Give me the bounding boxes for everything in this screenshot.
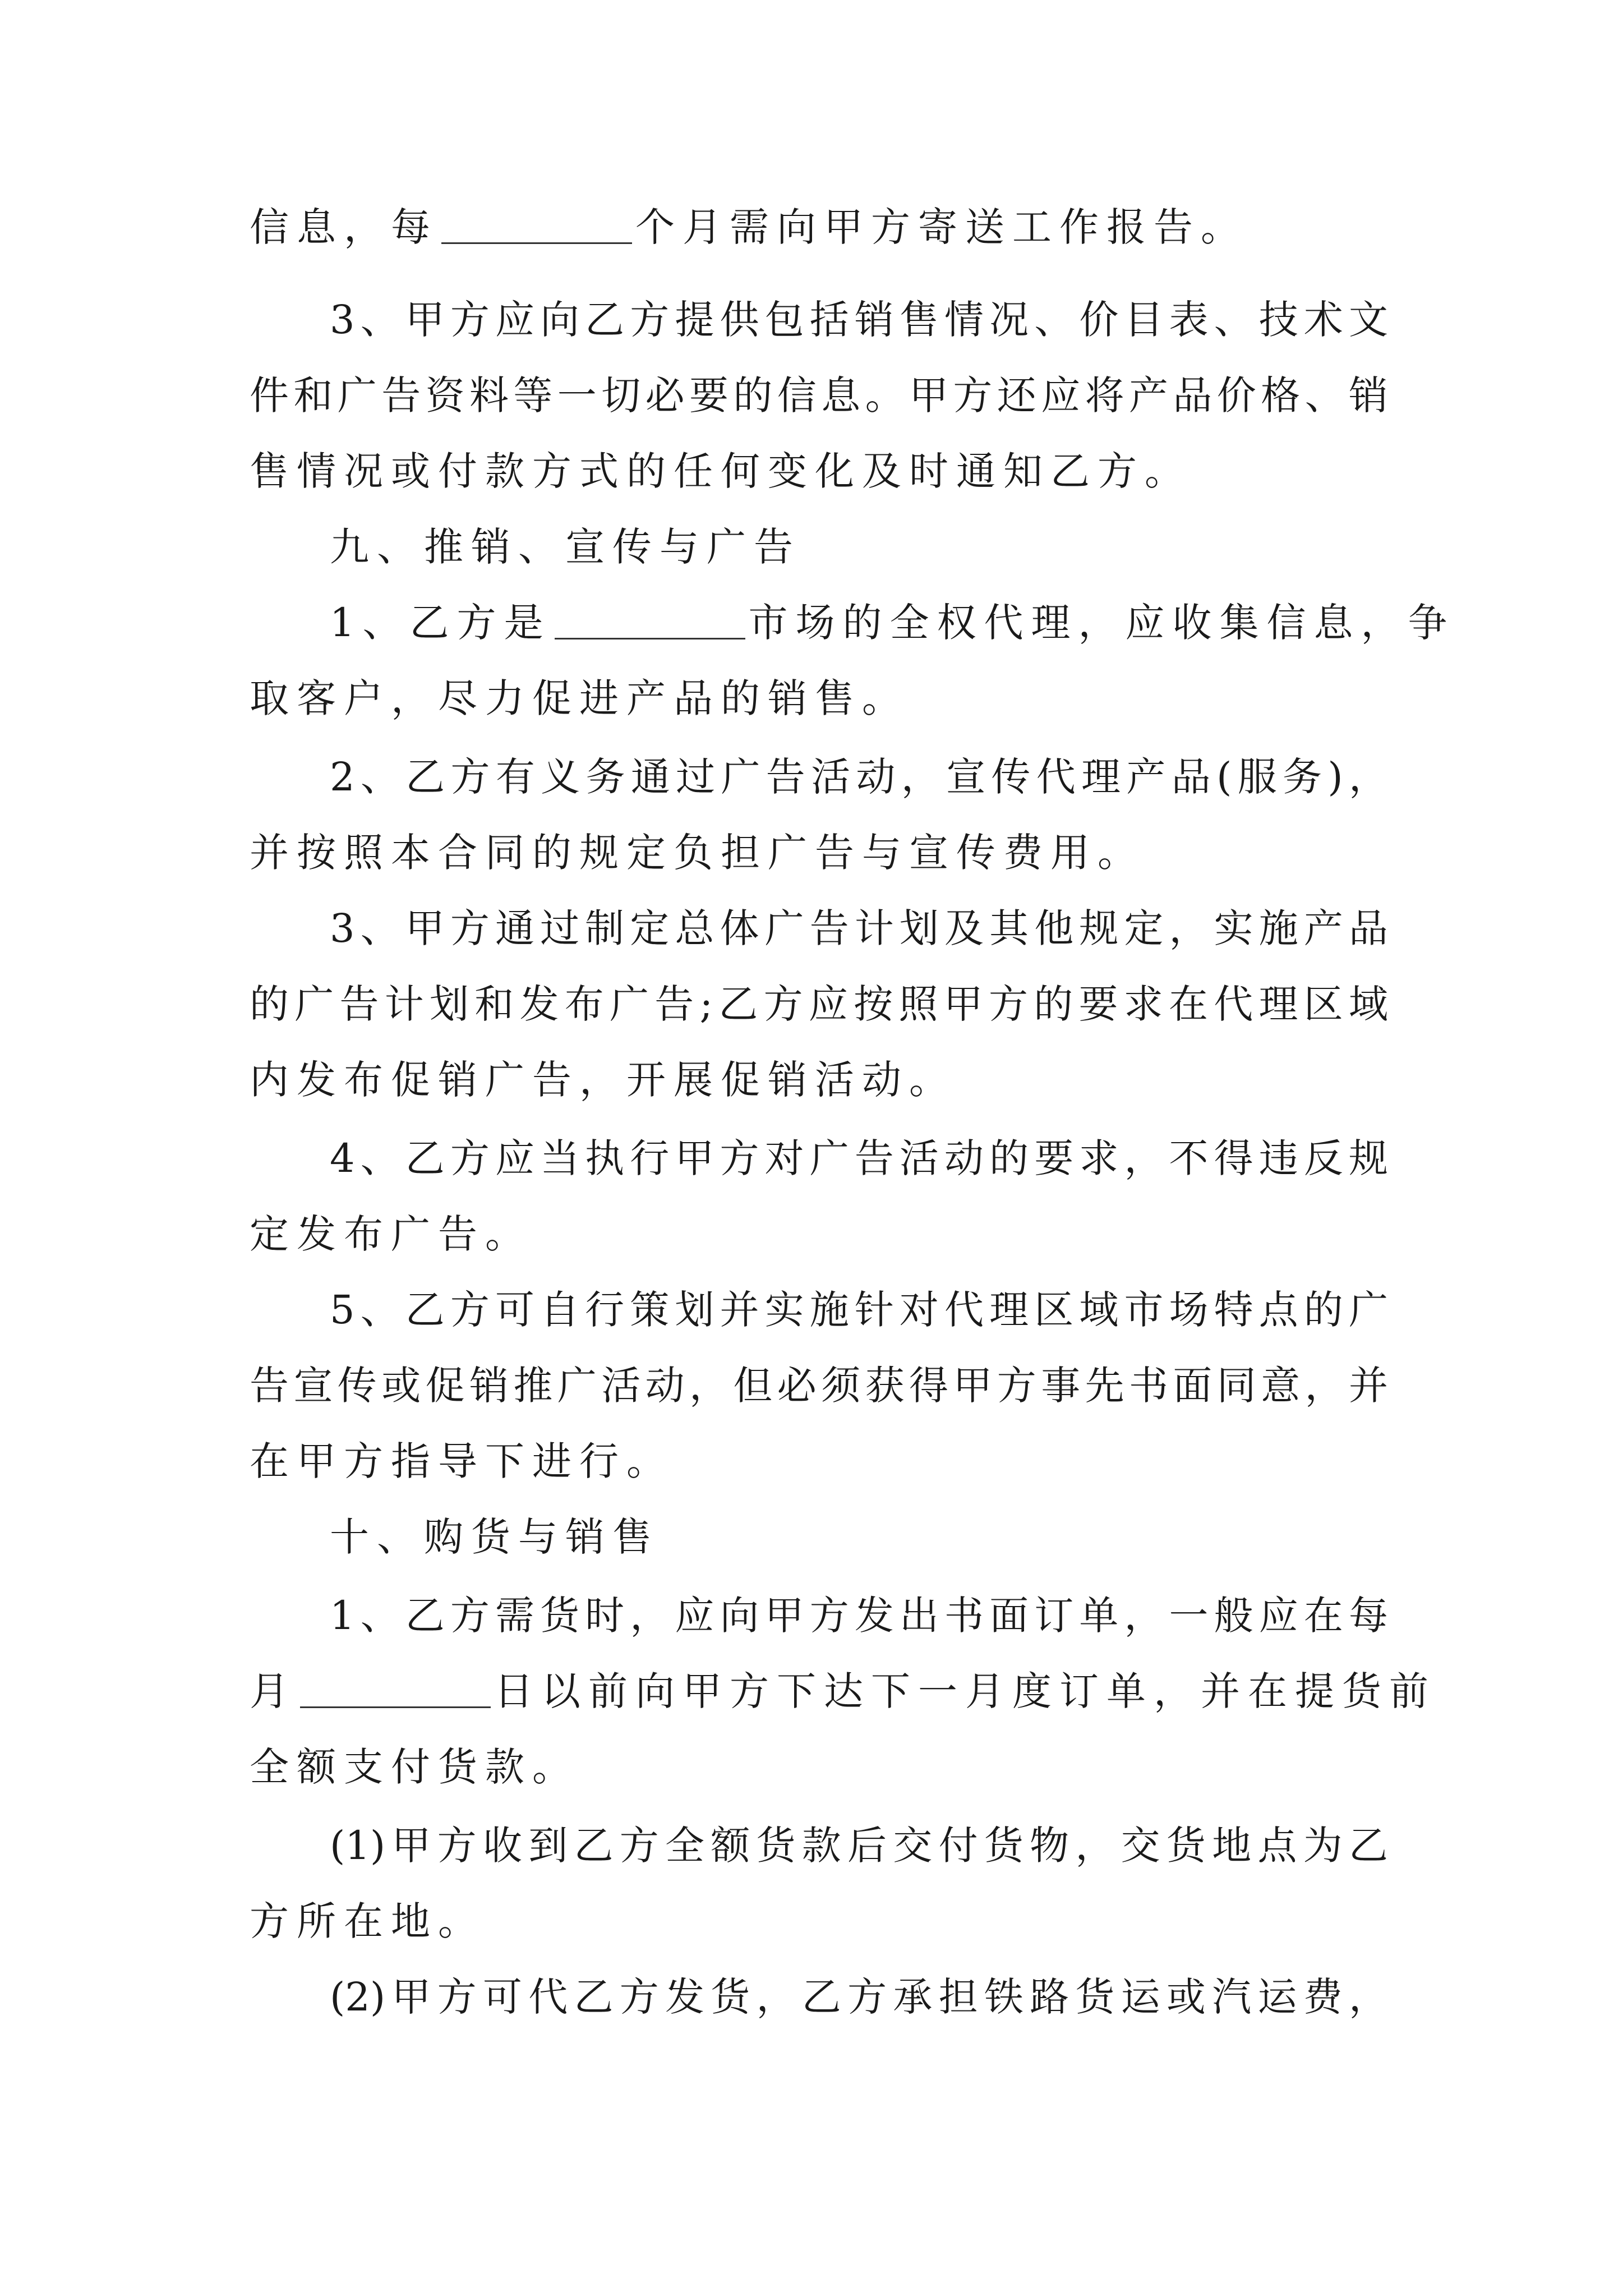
paragraph-start	[330, 1969, 1388, 2025]
text-line	[250, 443, 1388, 499]
text-segment: (1)甲方收到乙方全额货款后交付货物，交货地点为乙	[330, 1823, 1388, 1869]
heading-text: 九、推销、宣传与广告	[330, 524, 801, 570]
text-segment: (2)甲方可代乙方发货，乙方承担铁路货运或汽运费，	[330, 1974, 1388, 2020]
text-segment: 信息，每	[250, 204, 438, 250]
text-segment: 1、乙方需货时，应向甲方发出书面订单，一般应在每	[330, 1593, 1388, 1639]
paragraph-start	[330, 1588, 1388, 1644]
text-line	[250, 825, 1388, 881]
text-line	[250, 670, 1388, 726]
section-heading	[330, 1509, 1388, 1565]
paragraph-start	[330, 1282, 1388, 1338]
text-segment: 2、乙方有义务通过广告活动，宣传代理产品(服务)，	[330, 754, 1388, 800]
text-line	[250, 976, 1388, 1032]
paragraph-start	[330, 1130, 1388, 1186]
text-line	[250, 1052, 1388, 1108]
text-segment: 在甲方指导下进行。	[250, 1438, 674, 1484]
heading-text: 十、购货与销售	[330, 1514, 660, 1560]
fill-in-blank	[555, 599, 745, 639]
text-segment: 3、甲方应向乙方提供包括销售情况、价目表、技术文	[330, 297, 1388, 343]
text-segment: 件和广告资料等一切必要的信息。甲方还应将产品价格、销	[250, 372, 1388, 418]
text-line	[250, 199, 1388, 255]
text-line	[250, 367, 1388, 424]
text-line	[250, 1433, 1388, 1489]
paragraph-start	[330, 292, 1388, 348]
text-segment: 方所在地。	[250, 1898, 485, 1944]
text-segment: 的广告计划和发布广告;乙方应按照甲方的要求在代理区域	[250, 981, 1388, 1027]
paragraph-start	[330, 749, 1388, 805]
section-heading	[330, 519, 1388, 575]
text-segment: 月	[250, 1668, 297, 1714]
paragraph-start	[330, 1818, 1388, 1874]
text-segment: 定发布广告。	[250, 1211, 532, 1257]
paragraph-start	[330, 595, 1455, 651]
text-segment: 并按照本合同的规定负担广告与宣传费用。	[250, 830, 1145, 876]
text-segment: 售情况或付款方式的任何变化及时通知乙方。	[250, 448, 1192, 494]
text-segment: 5、乙方可自行策划并实施针对代理区域市场特点的广	[330, 1287, 1388, 1333]
text-segment: 告宣传或促销推广活动，但必须获得甲方事先书面同意，并	[250, 1363, 1388, 1409]
fill-in-blank	[300, 1667, 491, 1708]
text-segment: 全额支付货款。	[250, 1744, 579, 1790]
text-line	[250, 1206, 1388, 1262]
text-segment: 取客户，尽力促进产品的销售。	[250, 675, 909, 721]
text-segment: 3、甲方通过制定总体广告计划及其他规定，实施产品	[330, 905, 1388, 951]
text-segment: 市场的全权代理，应收集信息，争	[748, 600, 1455, 646]
text-segment: 日以前向甲方下达下一月度订单，并在提货前	[494, 1668, 1436, 1714]
text-line	[250, 1663, 1436, 1719]
text-segment: 4、乙方应当执行甲方对广告活动的要求，不得违反规	[330, 1135, 1388, 1181]
text-segment: 1、乙方是	[330, 600, 551, 646]
text-segment: 个月需向甲方寄送工作报告。	[635, 204, 1248, 250]
text-line	[250, 1739, 1388, 1795]
fill-in-blank	[441, 203, 632, 244]
text-line	[250, 1893, 1388, 1949]
paragraph-start	[330, 900, 1388, 956]
text-line	[250, 1358, 1388, 1414]
text-segment: 内发布促销广告，开展促销活动。	[250, 1057, 956, 1103]
